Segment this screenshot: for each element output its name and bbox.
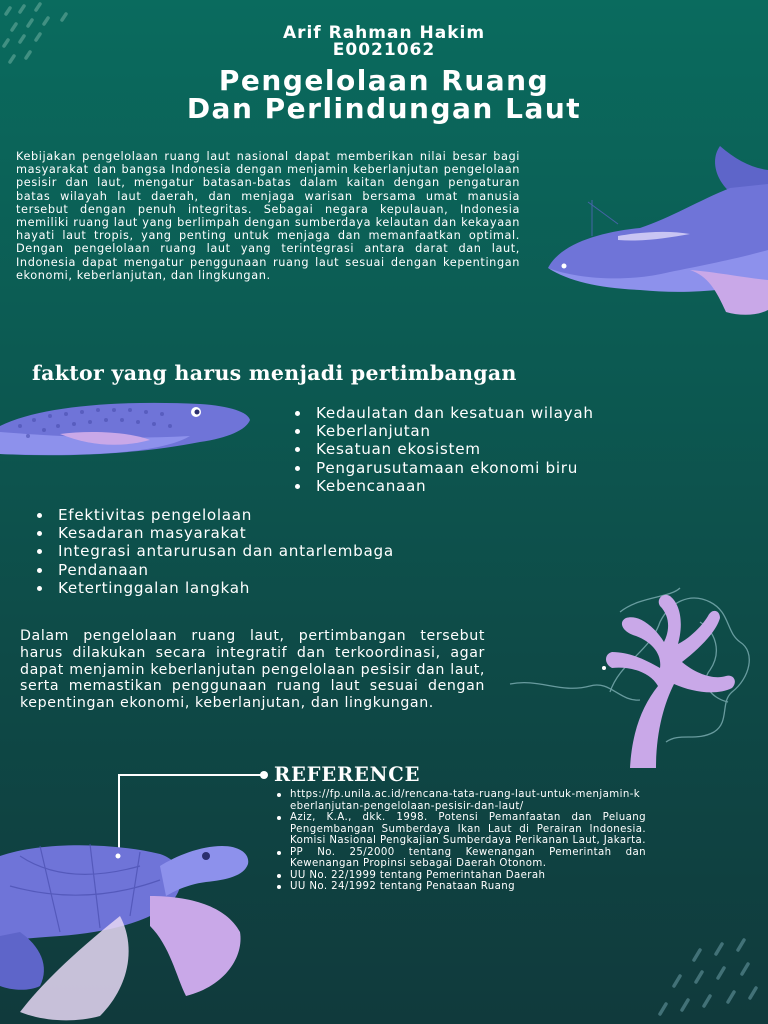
reference-item: UU No. 24/1992 tentang Penataan Ruang [276, 881, 646, 893]
list-item: Kesatuan ekosistem [292, 440, 762, 458]
list-item: Kedaulatan dan kesatuan wilayah [292, 404, 762, 422]
reference-title: REFERENCE [274, 763, 421, 786]
decorative-dashes-bottom-right [640, 930, 768, 1024]
reference-item: PP No. 25/2000 tentang Kewenangan Pemerintah dan Kewenangan Propinsi sebagai Daerah Otonom. [276, 847, 646, 870]
list-item: Integrasi antarurusan dan antarlembaga [34, 542, 534, 560]
manta-ray-illustration [540, 140, 768, 325]
list-item: Kebencanaan [292, 477, 762, 495]
page-title-line2: Dan Perlindungan Laut [186, 92, 582, 125]
sea-turtle-illustration [0, 836, 252, 1024]
student-id: E0021062 [332, 40, 436, 60]
reference-item: https://fp.unila.ac.id/rencana-tata-ruang-laut-untuk-menjamin-keberlanjutan-pengelolaan-pesisir-dan-laut/ [276, 789, 646, 812]
coral-illustration [500, 582, 768, 778]
list-item: Pengarusutamaan ekonomi biru [292, 459, 762, 477]
author-name: Arif Rahman Hakim [282, 23, 486, 43]
factors-title: faktor yang harus menjadi pertimbangan [32, 361, 517, 385]
fish-illustration [0, 396, 260, 476]
reference-item: UU No. 22/1999 tentang Pemerintahan Daerah [276, 870, 646, 882]
list-item: Kesadaran masyarakat [34, 524, 534, 542]
list-item: Keberlanjutan [292, 422, 762, 440]
reference-connector-line [118, 774, 264, 776]
list-item: Pendanaan [34, 561, 534, 579]
reference-connector-dot [260, 771, 268, 779]
list-item: Ketertinggalan langkah [34, 579, 534, 597]
reference-item: Aziz, K.A., dkk. 1998. Potensi Pemanfaatan dan Peluang Pengembangan Sumberdaya Ikan Laut di Perairan Indonesia. Komisi Nasional Pengkajian Sumberdaya Perikanan Laut, Jakarta. [276, 812, 646, 847]
page-title-line1: Pengelolaan Ruang [218, 64, 550, 97]
conclusion-paragraph: Dalam pengelolaan ruang laut, pertimbangan tersebut harus dilakukan secara integratif dan terkoordinasi, agar dapat menjamin keberlanjutan pengelolaan pesisir dan laut, serta memastikan penggunaan ruang laut sesuai dengan kepentingan ekonomi, keberlanjutan, dan lingkungan. [20, 628, 485, 712]
reference-list [276, 789, 646, 893]
factors-list-left [34, 506, 534, 597]
factors-list-right [292, 404, 762, 495]
list-item: Efektivitas pengelolaan [34, 506, 534, 524]
intro-paragraph: Kebijakan pengelolaan ruang laut nasional dapat memberikan nilai besar bagi masyarakat dan bangsa Indonesia dengan menjamin keberlanjutan pengelolaan pesisir dan laut, mengatur batasan-batas dalam kaitan dengan pengaturan batas wilayah laut daerah, dan menjaga warisan bersama umat manusia tersebut dengan penuh integritas. Sebagai negara kepulauan, Indonesia memiliki ruang laut yang berlimpah dengan sumberdaya kelautan dan kekayaan hayati laut tropis, yang penting untuk menjaga dan memanfaatkan optimal. Dengan pengelolaan ruang laut yang terintegrasi antara darat dan laut, Indonesia dapat mengatur penggunaan ruang laut sesuai dengan kepentingan ekonomi, keberlanjutan, dan lingkungan. [16, 150, 520, 282]
